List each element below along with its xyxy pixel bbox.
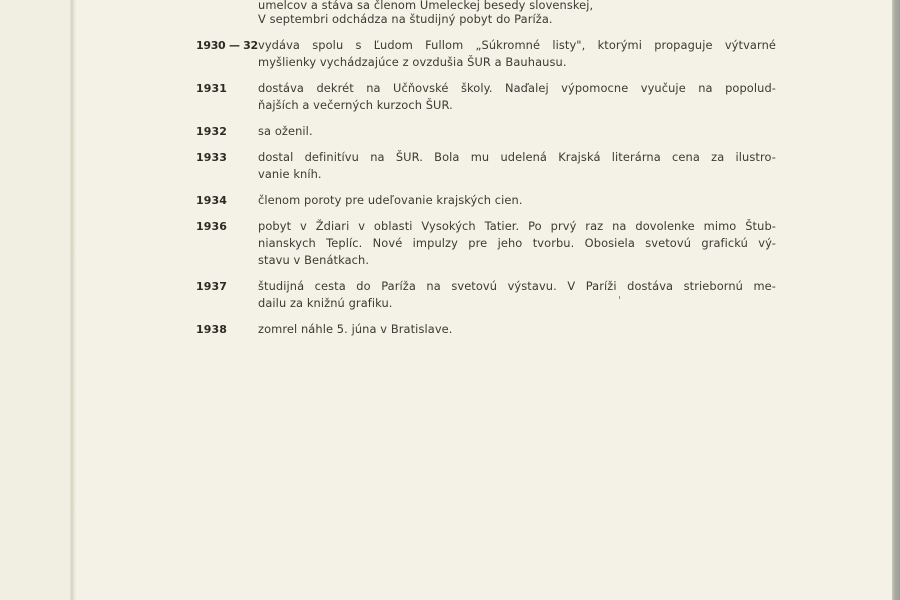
entry-year: 1937	[196, 280, 228, 293]
entry-year: 1932	[196, 125, 228, 138]
entry-text	[258, 37, 776, 71]
page-edge-shadow	[892, 0, 900, 600]
entry-text	[258, 192, 776, 209]
entry-text	[258, 218, 776, 269]
text-line: pobyt v Ždiari v oblasti Vysokých Tatier. Po prvý raz na dovolenke mimo Štub-	[258, 219, 776, 233]
text-line: zomrel náhle 5. júna v Bratislave.	[258, 322, 453, 336]
chronology-entry	[196, 123, 776, 140]
entry-year: 1933	[196, 151, 228, 164]
left-page-margin	[0, 0, 70, 600]
entry-text	[258, 0, 776, 28]
text-line: V septembri odchádza na študijný pobyt do Paríža.	[258, 12, 553, 26]
entry-text	[258, 278, 776, 312]
chronology-entry	[196, 192, 776, 209]
text-line: ňajších a večerných kurzoch ŠUR.	[258, 98, 453, 112]
text-line: dostáva dekrét na Učňovské školy. Naďalej výpomocne vyučuje na popolud-	[258, 81, 776, 95]
chronology-entry	[196, 278, 776, 312]
text-line: umelcov a stáva sa členom Umeleckej besedy slovenskej,	[258, 0, 594, 12]
chronology-entry	[196, 218, 776, 269]
entry-year-empty	[196, 0, 258, 28]
entry-year: 1936	[196, 220, 228, 233]
text-line: študijná cesta do Paríža na svetovú výstavu. V Paríži dostáva striebornú me-	[258, 279, 776, 293]
entry-year: 1930 — 32	[196, 39, 258, 52]
text-line: dostal definitívu na ŠUR. Bola mu udelená Krajská literárna cena za ilustro-	[258, 150, 776, 164]
chronology-entry	[196, 149, 776, 183]
text-line: dailu za knižnú grafiku.	[258, 296, 393, 310]
entry-year: 1938	[196, 323, 228, 336]
entry-text	[258, 149, 776, 183]
print-speck	[619, 296, 620, 299]
text-line: myšlienky vychádzajúce z ovzdušia ŠUR a Bauhausu.	[258, 55, 567, 69]
entry-year: 1934	[196, 194, 228, 207]
text-line: nianskych Teplíc. Nové impulzy pre jeho tvorbu. Obosiela svetovú grafickú vý-	[258, 236, 776, 250]
chronology-continuation	[196, 0, 776, 28]
entry-text	[258, 321, 776, 338]
chronology-entry	[196, 37, 776, 71]
text-line: členom poroty pre udeľovanie krajských cien.	[258, 193, 523, 207]
text-line: vanie kníh.	[258, 167, 322, 181]
chronology	[196, 0, 776, 347]
entry-year: 1931	[196, 82, 228, 95]
chronology-entry	[196, 321, 776, 338]
text-line: vydáva spolu s Ľudom Fullom „Súkromné listy", ktorými propaguje výtvarné	[258, 38, 776, 52]
entry-text	[258, 80, 776, 114]
text-line: sa oženil.	[258, 124, 313, 138]
text-line: stavu v Benátkach.	[258, 253, 370, 267]
chronology-entry	[196, 80, 776, 114]
entry-text	[258, 123, 776, 140]
